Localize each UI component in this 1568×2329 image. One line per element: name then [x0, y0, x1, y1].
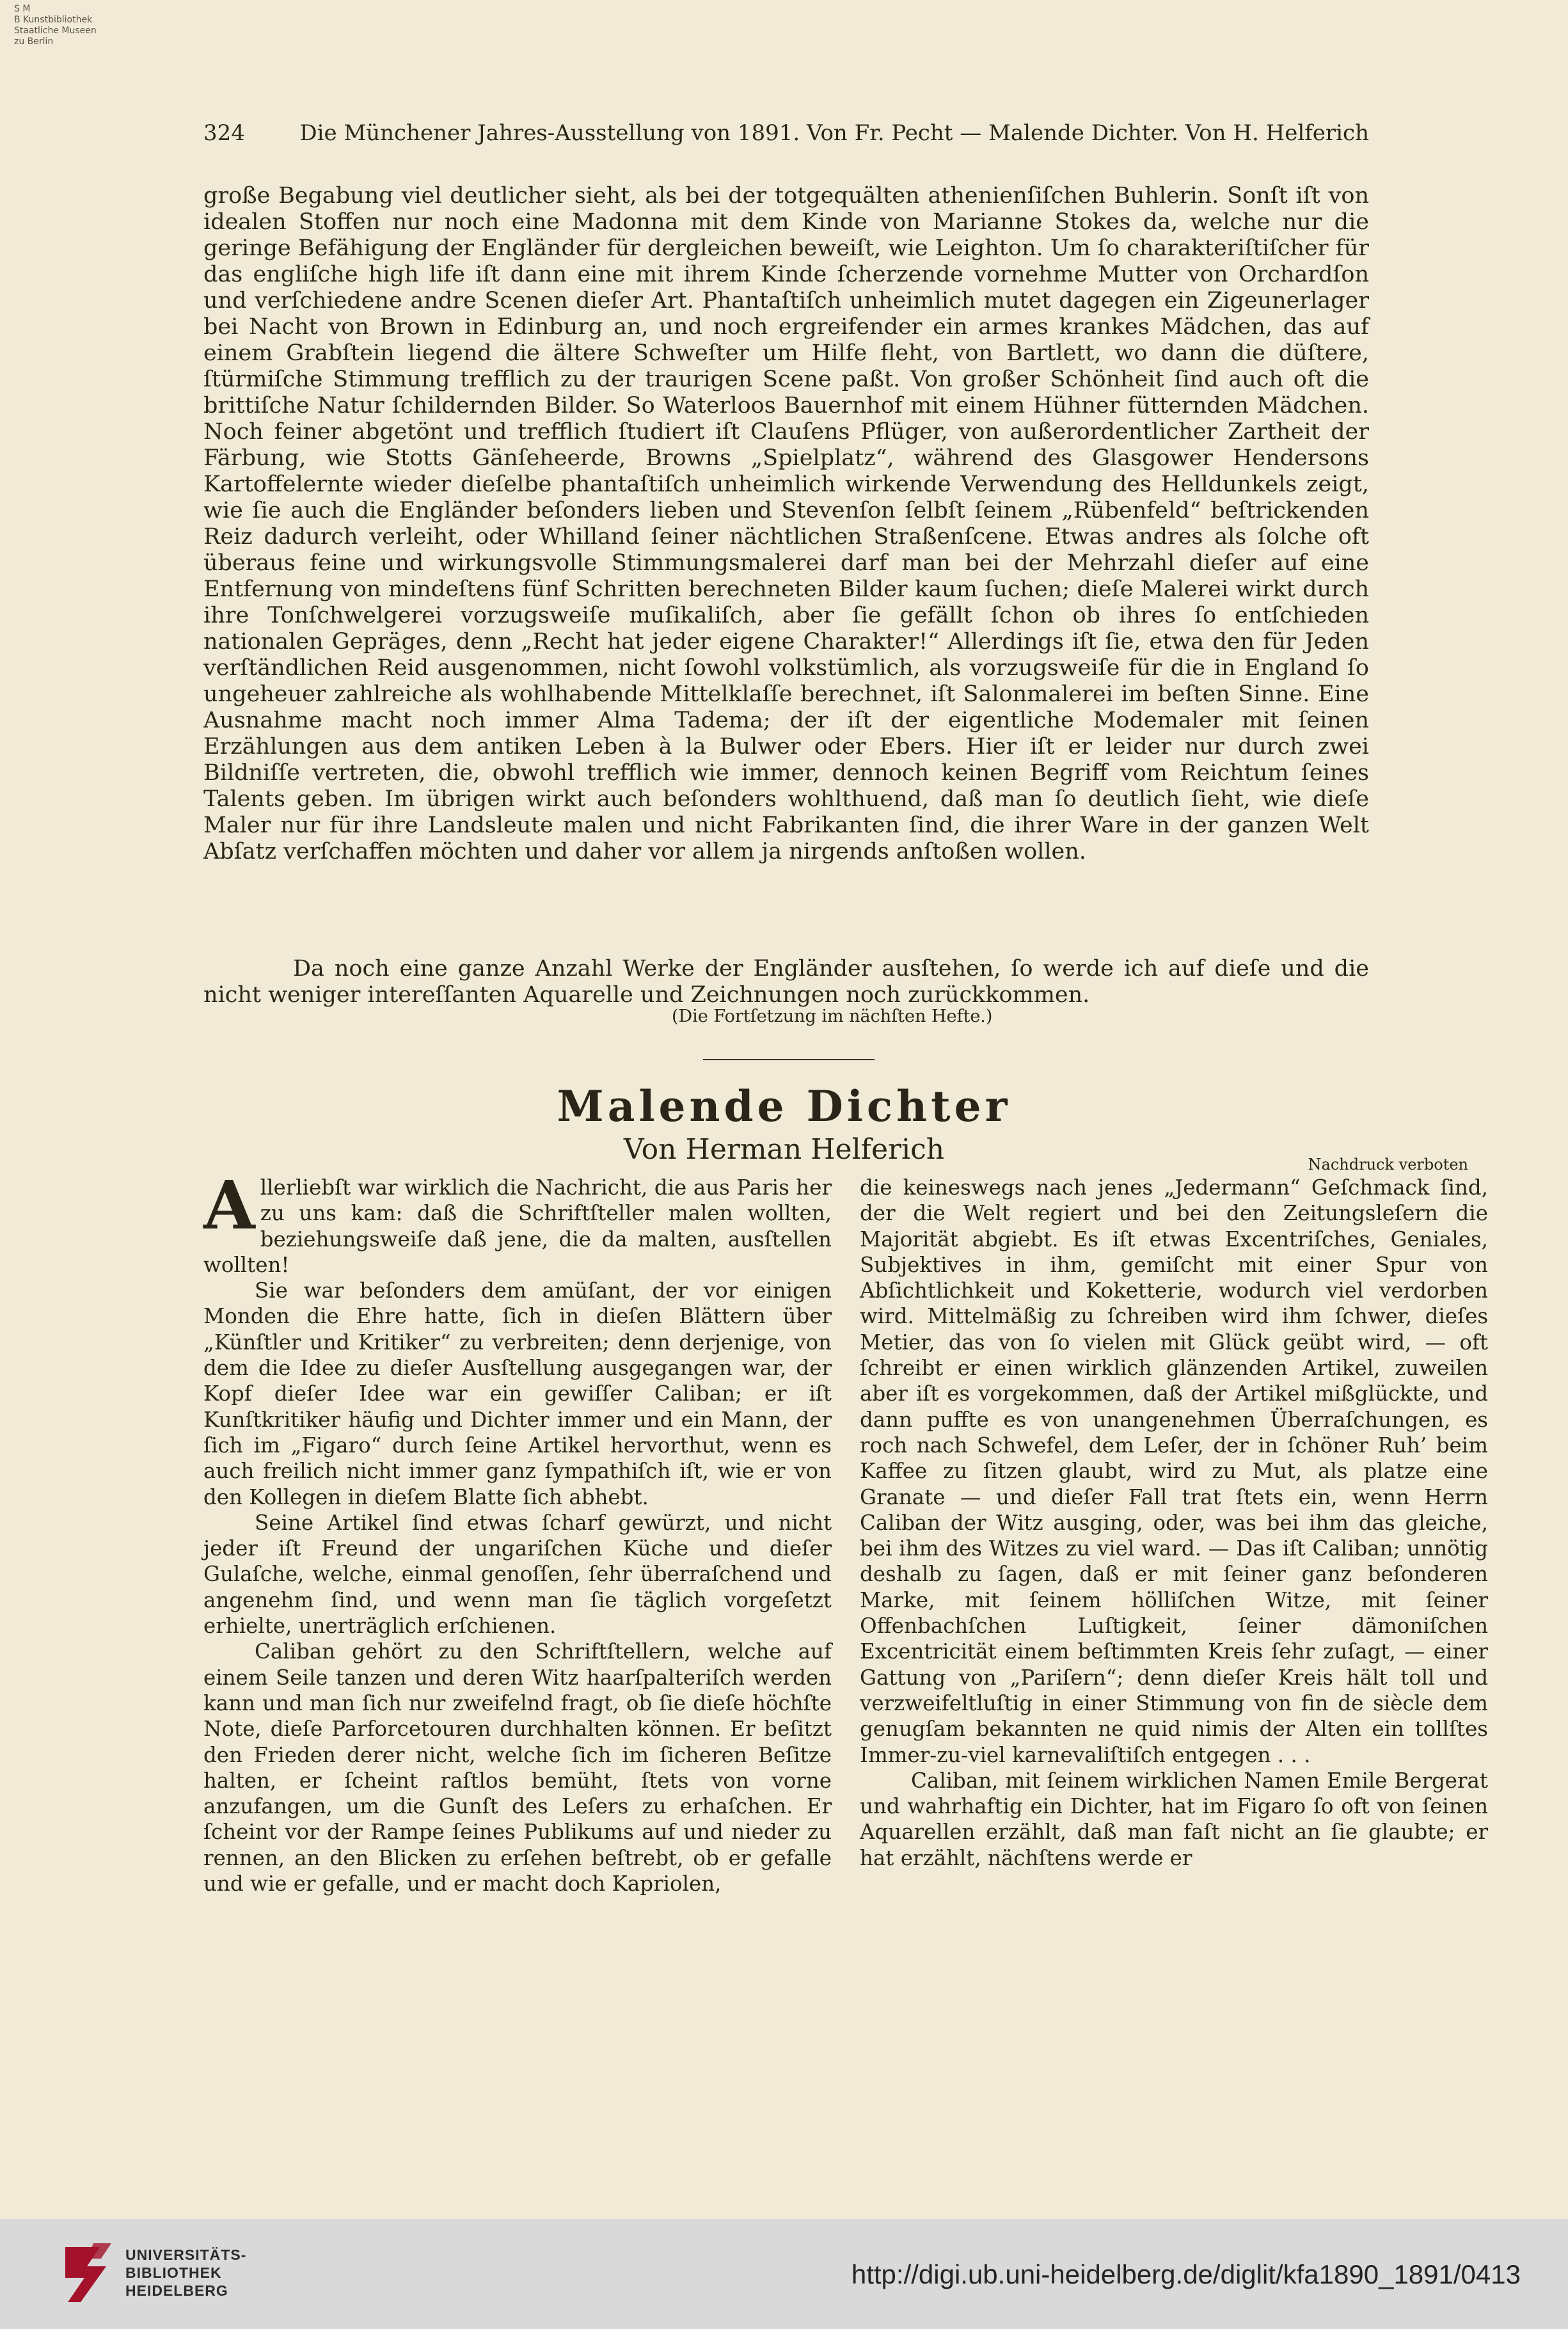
library-logo-icon	[61, 2241, 114, 2307]
continued-note: (Die Fortſetzung im nächſten Hefte.)	[672, 1006, 993, 1026]
source-url-link[interactable]: http://digi.ub.uni-heidelberg.de/diglit/kfa1890_1891/0413	[851, 2259, 1521, 2289]
article-paragraph: Sie war beſonders dem amüſant, der vor einigen Monden die Ehre hatte, ſich in dieſen Blättern über „Künſtler und Kritiker“ zu verbreiten; denn derjenige, von dem die Idee zu dieſer Ausſtellung ausgegangen war, der Kopf dieſer Idee war ein gewiſſer Caliban; er iſt Kunſtkritiker häufig und Dichter immer und ein Mann, der ſich im „Figaro“ durch ſeine Artikel hervorthut, wenn es auch freilich nicht immer ganz ſympathiſch iſt, wie er von den Kollegen in dieſem Blatte ſich abhebt.	[203, 1278, 832, 1509]
article-title: Malende Dichter	[557, 1081, 1011, 1131]
library-name-line: HEIDELBERG	[125, 2282, 228, 2299]
previous-article-paragraph: große Begabung viel deutlicher sieht, als bei der totgequälten athenienſiſchen Buhlerin. Sonſt iſt von idealen Stoffen nur noch eine Madonna mit dem Kinde von Marianne Stokes da, welche nur die geringe Befähigung der Engländer für dergleichen beweiſt, wie Leighton. Um ſo charakteriſtiſcher für das engliſche high life iſt dann eine mit ihrem Kinde ſcherzende vornehme Mutter von Orchardſon und verſchiedene andre Scenen dieſer Art. Phantaſtiſch unheimlich mutet dagegen ein Zigeunerlager bei Nacht von Brown in Edinburg an, und noch ergreifender ein armes krankes Mädchen, das auf einem Grabſtein liegend die ältere Schweſter um Hilfe fleht, von Bartlett, wo dann die düſtere, ſtürmiſche Stimmung trefflich zu der traurigen Scene paßt. Von großer Schönheit ſind auch oft die brittiſche Natur ſchildernden Bilder. So Waterloos Bauernhof mit einem Hühner fütternden Mädchen. Noch feiner abgetönt und trefflich ſtudiert iſt Clauſens Pflüger, von außerordentlicher Zartheit der Färbung, wie Stotts Gänſeheerde, Browns „Spielplatz“, während des Glasgower Hendersons Kartoffelernte wieder dieſelbe phantaſtiſch unheimlich wirkende Verwendung des Helldunkels zeigt, wie ſie auch die Engländer beſonders lieben und Stevenſon ſelbſt ſeinem „Rübenfeld“ beſtrickenden Reiz dadurch verleiht, oder Whilland ſeiner nächtlichen Straßenſcene. Etwas andres als ſolche oft überaus feine und wirkungsvolle Stimmungsmalerei darf man bei der Mehrzahl dieſer auf eine Entfernung von mindeſtens fünf Schritten berechneten Bilder kaum ſuchen; dieſe Malerei wirkt durch ihre Tonſchwelgerei vorzugsweiſe muſikaliſch, aber ſie gefällt ſchon ob ihres ſo entſchieden nationalen Gepräges, denn „Recht hat jeder eigene Charakter!“ Allerdings iſt ſie, etwa den für Jeden verſtändlichen Reid ausgenommen, nicht ſowohl volkstümlich, als vorzugsweiſe für die in England ſo ungeheuer zahlreiche als wohlhabende Mittelklaſſe berechnet, iſt Salonmalerei im beſten Sinne. Eine Ausnahme macht noch immer Alma Tadema; der iſt der eigentliche Modemaler mit ſeinen Erzählungen aus dem antiken Leben à la Bulwer oder Ebers. Hier iſt er leider nur durch zwei Bildniſſe vertreten, die, obwohl trefflich wie immer, dennoch keinen Begriff vom Reichtum ſeines Talents geben. Im übrigen wirkt auch beſonders wohlthuend, daß man ſo deutlich ſieht, wie dieſe Maler nur für ihre Landsleute malen und nicht Fabrikanten ſind, die ihrer Ware in der ganzen Welt Abſatz verſchaffen möchten und daher vor allem ja nirgends anſtoßen wollen.	[203, 183, 1369, 864]
page-number: 324	[203, 120, 245, 146]
stamp-line: B Kunstbibliothek	[14, 15, 93, 25]
article-left-column	[203, 1166, 832, 1896]
stamp-line: S M	[14, 4, 31, 14]
drop-cap: A	[203, 1166, 255, 1244]
stamp-line: zu Berlin	[14, 36, 54, 47]
article-right-column	[860, 1175, 1488, 1871]
library-stamp	[14, 4, 97, 47]
article-paragraph: die keineswegs nach jenes „Jedermann“ Geſchmack ſind, der die Welt regiert und bei den Zeitungsleſern die Majorität abgiebt. Es iſt etwas Excentriſches, Geniales, Subjektives in ihm, gemiſcht mit einer Spur von Abſichtlichkeit und Koketterie, wodurch viel verdorben wird. Mittelmäßig zu ſchreiben wird ihm ſchwer, dieſes Metier, das von ſo vielen mit Glück geübt wird, — oft ſchreibt er einen wirklich glänzenden Artikel, zuweilen aber iſt es vorgekommen, daß der Artikel mißglückte, und dann puffte es von unangenehmen Überraſchungen, es roch nach Schwefel, dem Leſer, der in ſchöner Ruh’ beim Kaffee zu ſitzen glaubt, wird zu Mut, als platze eine Granate — und dieſer Fall trat ſtets ein, wenn Herrn Caliban der Witz ausging, oder, was bei ihm das gleiche, bei ihm des Witzes zu viel ward. — Das iſt Caliban; unnötig deshalb zu ſagen, daß er mit ſeiner ganz beſonderen Marke, mit ſeinem hölliſchen Witze, mit ſeiner Offenbachſchen Luſtigkeit, ſeiner dämoniſchen Excentricität einem beſtimmten Kreis ſehr zuſagt, — einer Gattung von „Pariſern“; denn dieſer Kreis hält toll und verzweifeltluſtig in einer Stimmung von fin de siècle dem genugſam bekannten ne quid nimis der Alten ein tollſtes Immer-zu-viel karnevaliſtiſch entgegen . . .	[860, 1175, 1488, 1767]
reprint-note: Nachdruck verboten	[1308, 1156, 1468, 1173]
library-name	[125, 2246, 246, 2300]
stamp-line: Staatliche Museen	[14, 26, 97, 36]
article-paragraph: Caliban gehört zu den Schriftſtellern, welche auf einem Seile tanzen und deren Witz haarſpalteriſch werden kann und man ſich nur zweifelnd fragt, ob ſie dieſe höchſte Note, dieſe Parforcetouren durchhalten können. Er beſitzt den Frieden derer nicht, welche ſich im ſicheren Beſitze halten, er ſcheint raſtlos bemüht, ſtets von vorne anzufangen, um die Gunſt des Leſers zu erhaſchen. Er ſcheint vor der Rampe ſeines Publikums auf und nieder zu rennen, an den Blicken zu erſehen beſtrebt, ob er gefalle und wie er gefalle, und er macht doch Kapriolen,	[203, 1639, 832, 1896]
article-paragraph: Caliban, mit ſeinem wirklichen Namen Emile Bergerat und wahrhaftig ein Dichter, hat im Figaro ſo oft von ſeinen Aquarellen erzählt, daß man faſt nicht an ſie glaubte; er hat erzählt, nächſtens werde er	[860, 1768, 1488, 1870]
article-byline: Von Herman Helferich	[623, 1133, 945, 1166]
library-name-line: BIBLIOTHEK	[125, 2264, 222, 2281]
running-title: Die Münchener Jahres-Ausstellung von 1891. Von Fr. Pecht — Malende Dichter. Von H. Helferich	[299, 120, 1369, 146]
article-paragraph-text: llerliebſt war wirklich die Nachricht, die aus Paris her zu uns kam: daß die Schriftſteller malen wollten, beziehungsweiſe daß jene, die da malten, ausſtellen wollten!	[203, 1175, 832, 1277]
article-paragraph	[203, 1166, 832, 1278]
previous-article-closing-paragraph: Da noch eine ganze Anzahl Werke der Engländer ausſtehen, ſo werde ich auf dieſe und die nicht weniger intereſſanten Aquarelle und Zeichnungen noch zurückkommen.	[203, 956, 1369, 1008]
library-name-line: UNIVERSITÄTS-	[125, 2246, 247, 2263]
digitization-footer	[0, 2219, 1568, 2329]
section-divider	[703, 1059, 875, 1060]
article-paragraph: Seine Artikel ſind etwas ſcharf gewürzt, und nicht jeder iſt Freund der ungariſchen Küche und dieſer Gulaſche, welche, einmal genoſſen, ſehr überraſchend und angenehm ſind, und wenn man ſie täglich vorgeſetzt erhielte, unerträglich erſchienen.	[203, 1510, 832, 1639]
